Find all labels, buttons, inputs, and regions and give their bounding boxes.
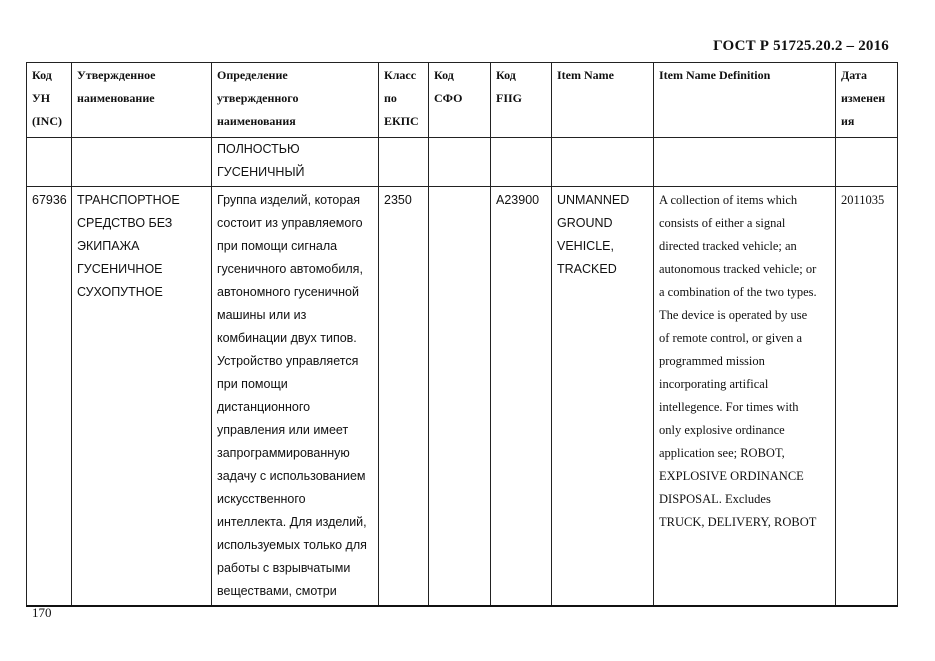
catalog-table <box>26 62 898 607</box>
row-fiig: A23900 <box>491 187 552 607</box>
table-row <box>27 187 898 607</box>
continuation-definition: ПОЛНОСТЬЮ ГУСЕНИЧНЫЙ <box>212 138 379 187</box>
col-definition-header: Определение утвержденного наименования <box>212 63 379 138</box>
row-inc: 67936 <box>27 187 72 607</box>
row-class: 2350 <box>379 187 429 607</box>
row-date: 2011035 <box>836 187 898 607</box>
col-name-header: Утвержденное наименование <box>72 63 212 138</box>
page-number: 170 <box>32 605 52 620</box>
row-item-definition: A collection of items which consists of either a signal directed tracked vehicle; an autonomous tracked vehicle; or a combination of the two types. The device is operated by use of remote control, or given a programmed mission incorporating artifical intellegence. For times with only explosive ordinance application see; ROBOT, EXPLOSIVE ORDINANCE DISPOSAL. Excludes TRUCK, DELIVERY, ROBOT <box>654 187 836 607</box>
col-item-name-header: Item Name <box>552 63 654 138</box>
col-date-header: Дата изменен ия <box>836 63 898 138</box>
row-item-name: UNMANNED GROUND VEHICLE, TRACKED <box>552 187 654 607</box>
row-name: ТРАНСПОРТНОЕ СРЕДСТВО БЕЗ ЭКИПАЖА ГУСЕНИЧНОЕ СУХОПУТНОЕ <box>72 187 212 607</box>
col-fiig-header: Код FIIG <box>491 63 552 138</box>
col-item-definition-header: Item Name Definition <box>654 63 836 138</box>
standard-designation: ГОСТ Р 51725.20.2 – 2016 <box>713 38 889 54</box>
row-sfo <box>429 187 491 607</box>
row-definition: Группа изделий, которая состоит из управляемого при помощи сигнала гусеничного автомобиля, автономного гусеничной машины или из комбинации двух типов. Устройство управляется при помощи дистанционного управления или имеет запрограммированную задачу с использованием искусственного интеллекта. Для изделий, используемых только для работы с взрывчатыми веществами, смотри <box>212 187 379 607</box>
col-sfo-header: Код СФО <box>429 63 491 138</box>
table-header-row <box>27 63 898 138</box>
col-inc-header: Код УН (INC) <box>27 63 72 138</box>
table-row-continuation <box>27 138 898 187</box>
col-class-header: Класс по ЕКПС <box>379 63 429 138</box>
